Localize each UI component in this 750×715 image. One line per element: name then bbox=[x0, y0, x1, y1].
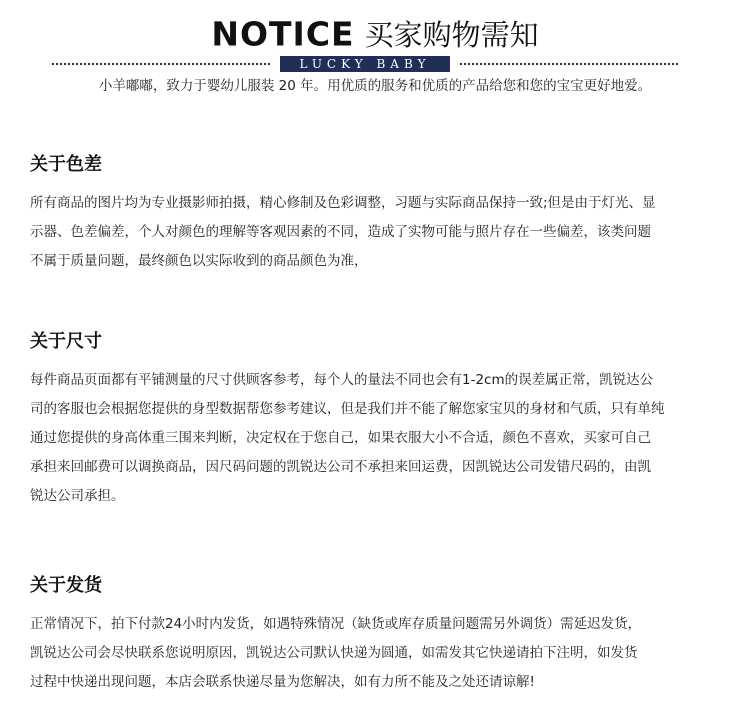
paragraph-line: 过程中快递出现问题，本店会联系快递尽量为您解决，如有力所不能及之处还请谅解! bbox=[30, 674, 535, 690]
notice-title bbox=[0, 14, 750, 55]
paragraph-line: 不属于质量问题，最终颜色以实际收到的商品颜色为准， bbox=[30, 253, 368, 269]
paragraph-line: 承担来回邮费可以调换商品，因尺码问题的凯锐达公司不承担来回运费，因凯锐达公司发错尺码的，由凯 bbox=[30, 459, 651, 475]
section-shipping bbox=[30, 574, 730, 697]
section-heading: 关于色差 bbox=[30, 154, 102, 175]
paragraph-line: 锐达公司承担。 bbox=[30, 488, 125, 504]
dotted-rule-right bbox=[460, 63, 678, 65]
lucky-baby-ribbon: LUCKY BABY bbox=[280, 56, 450, 72]
section-paragraph bbox=[30, 610, 730, 697]
section-paragraph bbox=[30, 366, 730, 511]
title-chinese: 买家购物需知 bbox=[364, 17, 539, 52]
title-english: NOTICE bbox=[211, 14, 355, 54]
section-heading: 关于发货 bbox=[30, 575, 102, 596]
paragraph-line: 正常情况下，拍下付款24小时内发货，如遇特殊情况（缺货或库存质量问题需另外调货）需延迟发货， bbox=[30, 616, 642, 632]
paragraph-line: 通过您提供的身高体重三围来判断，决定权在于您自己，如果衣服大小不合适，颜色不喜欢，买家可自己 bbox=[30, 430, 651, 446]
paragraph-line: 司的客服也会根据您提供的身型数据帮您参考建议，但是我们并不能了解您家宝贝的身材和气质，只有单纯 bbox=[30, 401, 665, 417]
intro-text: 小羊嘟嘟，致力于婴幼儿服装 20 年。用优质的服务和优质的产品给您和您的宝宝更好地爱。 bbox=[98, 78, 652, 94]
title-divider bbox=[52, 56, 678, 72]
paragraph-line: 示器、色差偏差，个人对颜色的理解等客观因素的不同，造成了实物可能与照片存在一些偏差，该类问题 bbox=[30, 224, 651, 240]
paragraph-line: 凯锐达公司会尽快联系您说明原因，凯锐达公司默认快递为圆通，如需发其它快递请拍下注明，如发货 bbox=[30, 645, 638, 661]
section-color-difference bbox=[30, 153, 730, 276]
section-heading: 关于尺寸 bbox=[30, 331, 102, 352]
dotted-rule-left bbox=[52, 63, 270, 65]
paragraph-line: 所有商品的图片均为专业摄影师拍摄，精心修制及色彩调整，习题与实际商品保持一致;但是由于灯光、显 bbox=[30, 195, 656, 211]
section-size bbox=[30, 330, 730, 511]
section-paragraph bbox=[30, 189, 730, 276]
paragraph-line: 每件商品页面都有平铺测量的尺寸供顾客参考，每个人的量法不同也会有1-2cm的误差属正常，凯锐达公 bbox=[30, 372, 654, 388]
